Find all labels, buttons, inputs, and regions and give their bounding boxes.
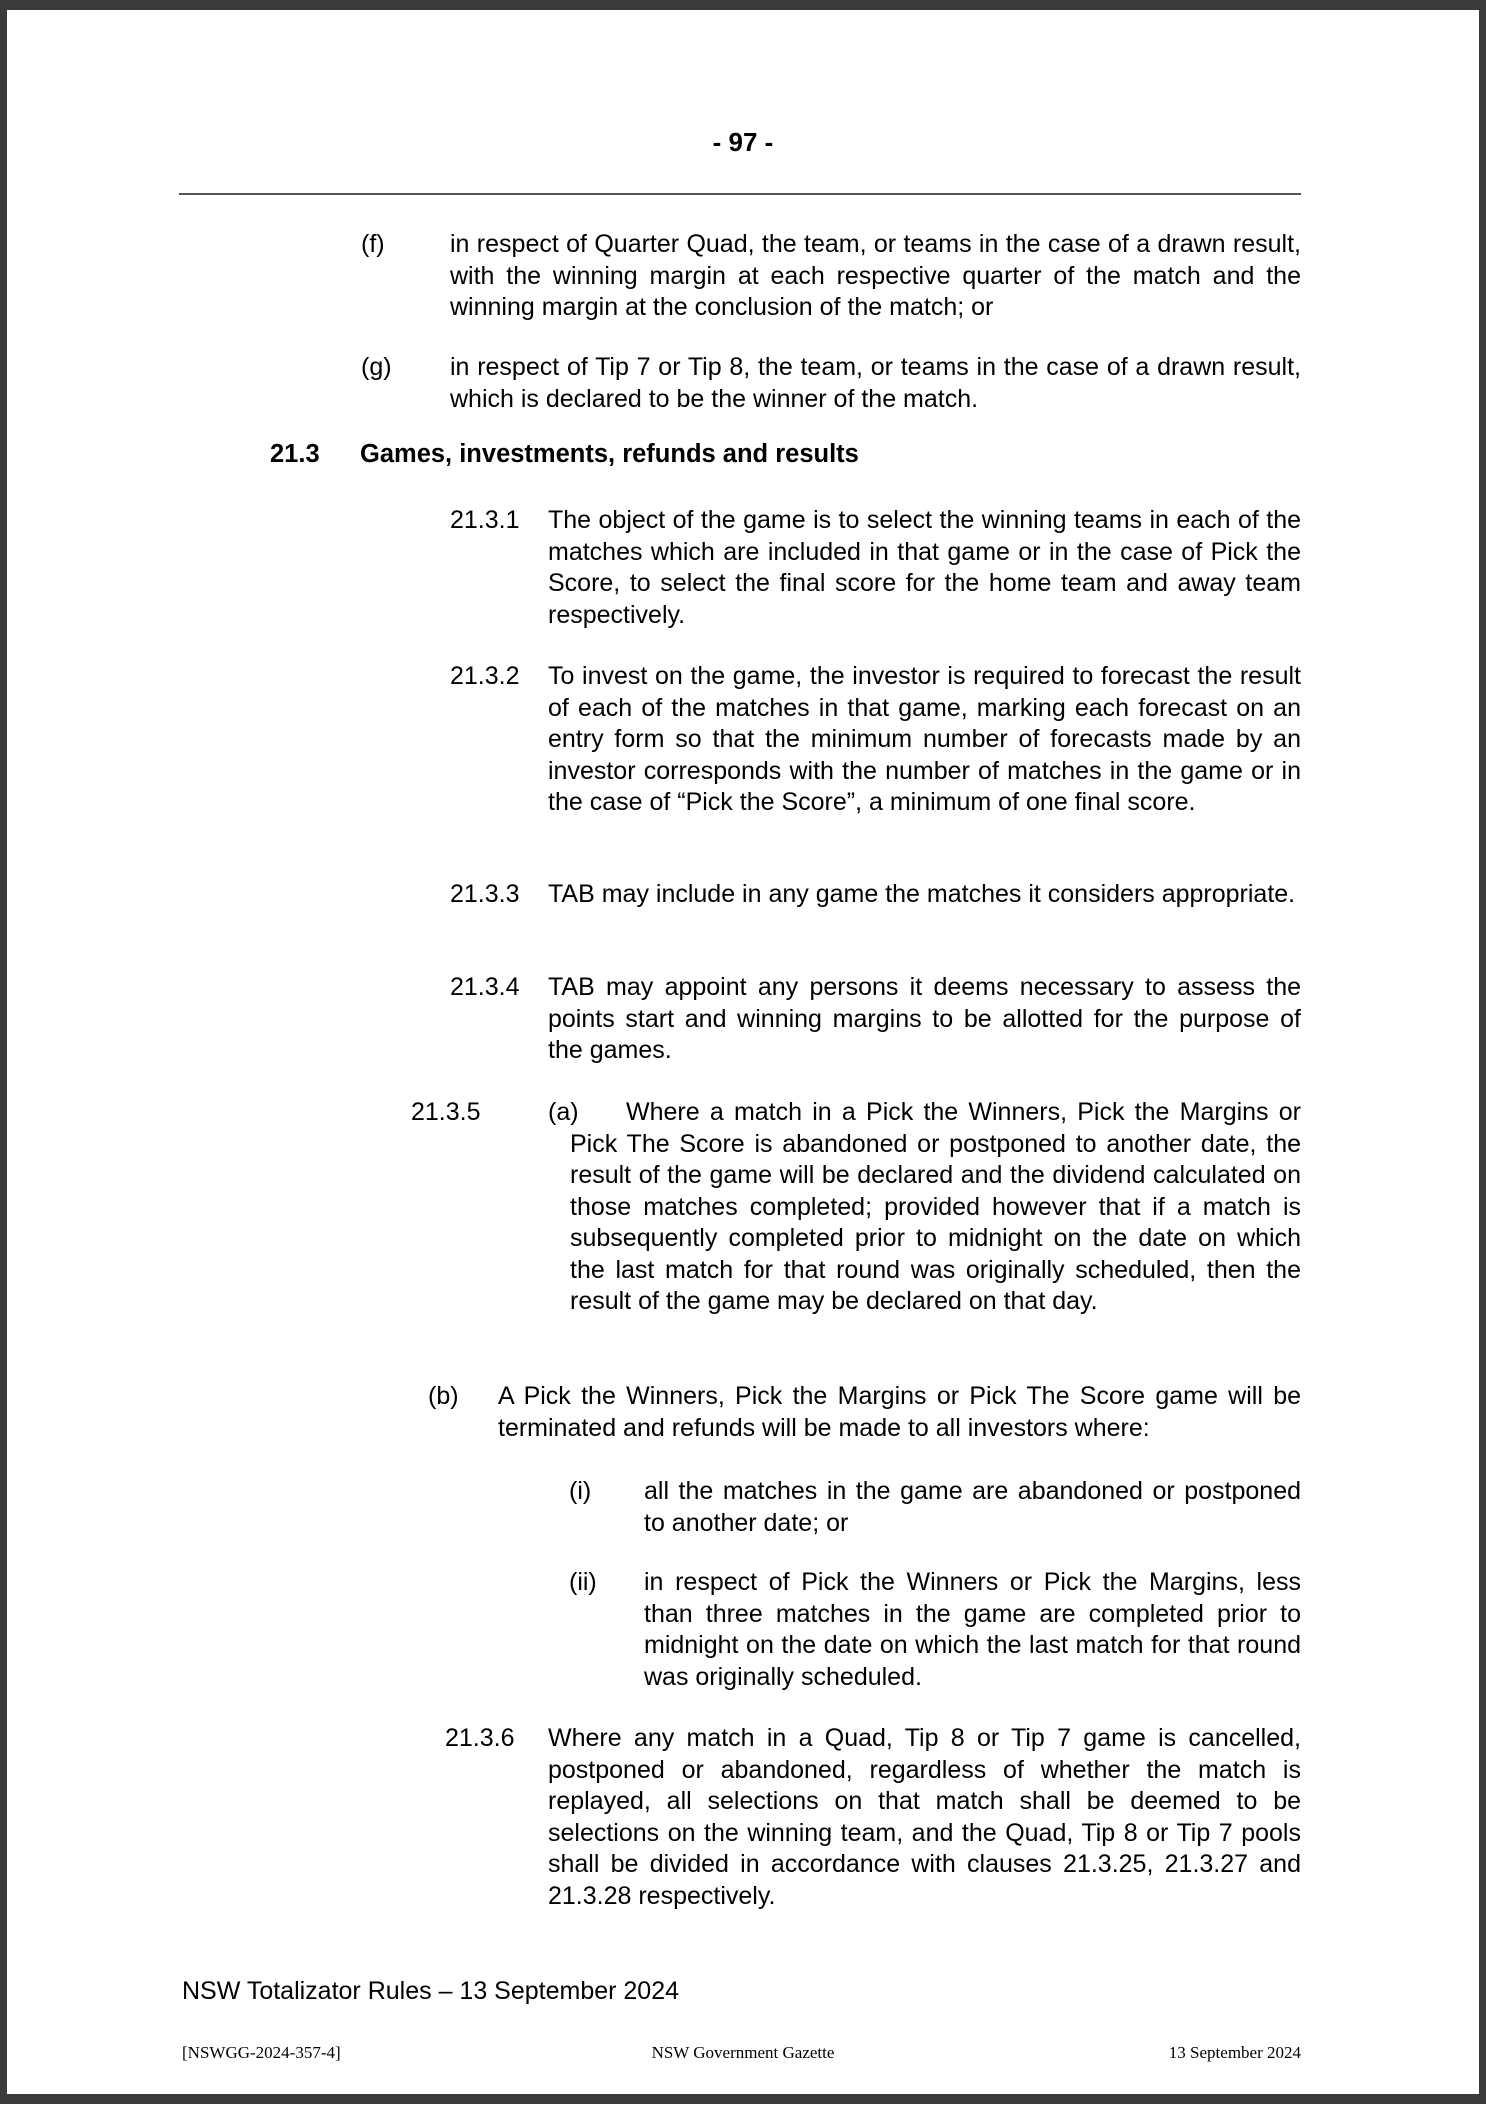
- clause-number-21-3-5: 21.3.5: [411, 1098, 481, 1126]
- clause-number-21-3-2: 21.3.2: [450, 662, 520, 690]
- subclause-label-b: (b): [428, 1382, 459, 1410]
- header-rule: [179, 193, 1301, 195]
- clause-text-21-3-3: TAB may include in any game the matches it considers appropriate.: [548, 880, 1296, 908]
- item-label-g: (g): [361, 353, 392, 381]
- subclause-text-a: Where a match in a Pick the Winners, Pick the Margins or Pick The Score is abandoned or postponed to another date, the result of the game will be declared and the dividend calculated on those matches completed; provided however that if a match is subsequently completed prior to midnight on the date on which the last match for that round was originally scheduled, then the result of the game may be declared on that day.: [570, 1098, 1301, 1315]
- clause-text-21-3-1: The object of the game is to select the winning teams in each of the matches which are included in that game or in the case of Pick the Score, to select the final score for the home team and away team respectively.: [548, 506, 1301, 629]
- subclause-text-b: A Pick the Winners, Pick the Margins or Pick The Score game will be terminated and refunds will be made to all investors where:: [498, 1382, 1301, 1442]
- clause-text-21-3-4: TAB may appoint any persons it deems necessary to assess the points start and winning margins to be allotted for the purpose of the games.: [548, 973, 1301, 1064]
- paragraph-label-ii: (ii): [569, 1568, 597, 1596]
- clause-number-21-3-4: 21.3.4: [450, 973, 520, 1001]
- clause-number-21-3-1: 21.3.1: [450, 506, 520, 534]
- clause-number-21-3-3: 21.3.3: [450, 880, 520, 908]
- section-title: Games, investments, refunds and results: [360, 440, 859, 468]
- footer-document-title: NSW Totalizator Rules – 13 September 2024: [182, 1977, 680, 2005]
- item-text-g: in respect of Tip 7 or Tip 8, the team, or teams in the case of a drawn result, which is declared to be the winner of the match.: [450, 353, 1301, 413]
- clause-text-21-3-6: Where any match in a Quad, Tip 8 or Tip 7 game is cancelled, postponed or abandoned, regardless of whether the match is replayed, all selections on that match shall be deemed to be selections on the winning team, and the Quad, Tip 8 or Tip 7 pools shall be divided in accordance with clauses 21.3.25, 21.3.27 and 21.3.28 respectively.: [548, 1724, 1301, 1910]
- footer-reference: [NSWGG-2024-357-4]: [182, 2043, 341, 2062]
- section-number: 21.3: [270, 440, 320, 468]
- item-label-f: (f): [361, 230, 385, 258]
- page-number: - 97 -: [712, 127, 774, 157]
- clause-number-21-3-6: 21.3.6: [445, 1724, 515, 1752]
- footer-date: 13 September 2024: [1168, 2043, 1301, 2062]
- item-text-f: in respect of Quarter Quad, the team, or teams in the case of a drawn result, with the winning margin at each respective quarter of the match and the winning margin at the conclusion of the match; or: [450, 230, 1301, 321]
- document-page: [7, 10, 1479, 2094]
- footer-gazette: NSW Government Gazette: [651, 2043, 835, 2062]
- subclause-label-a: (a): [548, 1098, 579, 1126]
- paragraph-label-i: (i): [569, 1477, 592, 1505]
- paragraph-text-i: all the matches in the game are abandoned or postponed to another date; or: [644, 1477, 1301, 1537]
- paragraph-text-ii: in respect of Pick the Winners or Pick the Margins, less than three matches in the game are completed prior to midnight on the date on which the last match for that round was originally scheduled.: [644, 1568, 1301, 1691]
- clause-text-21-3-2: To invest on the game, the investor is required to forecast the result of each of the matches in that game, marking each forecast on an entry form so that the minimum number of forecasts made by an investor corresponds with the number of matches in the game or in the case of “Pick the Score”, a minimum of one final score.: [548, 662, 1301, 816]
